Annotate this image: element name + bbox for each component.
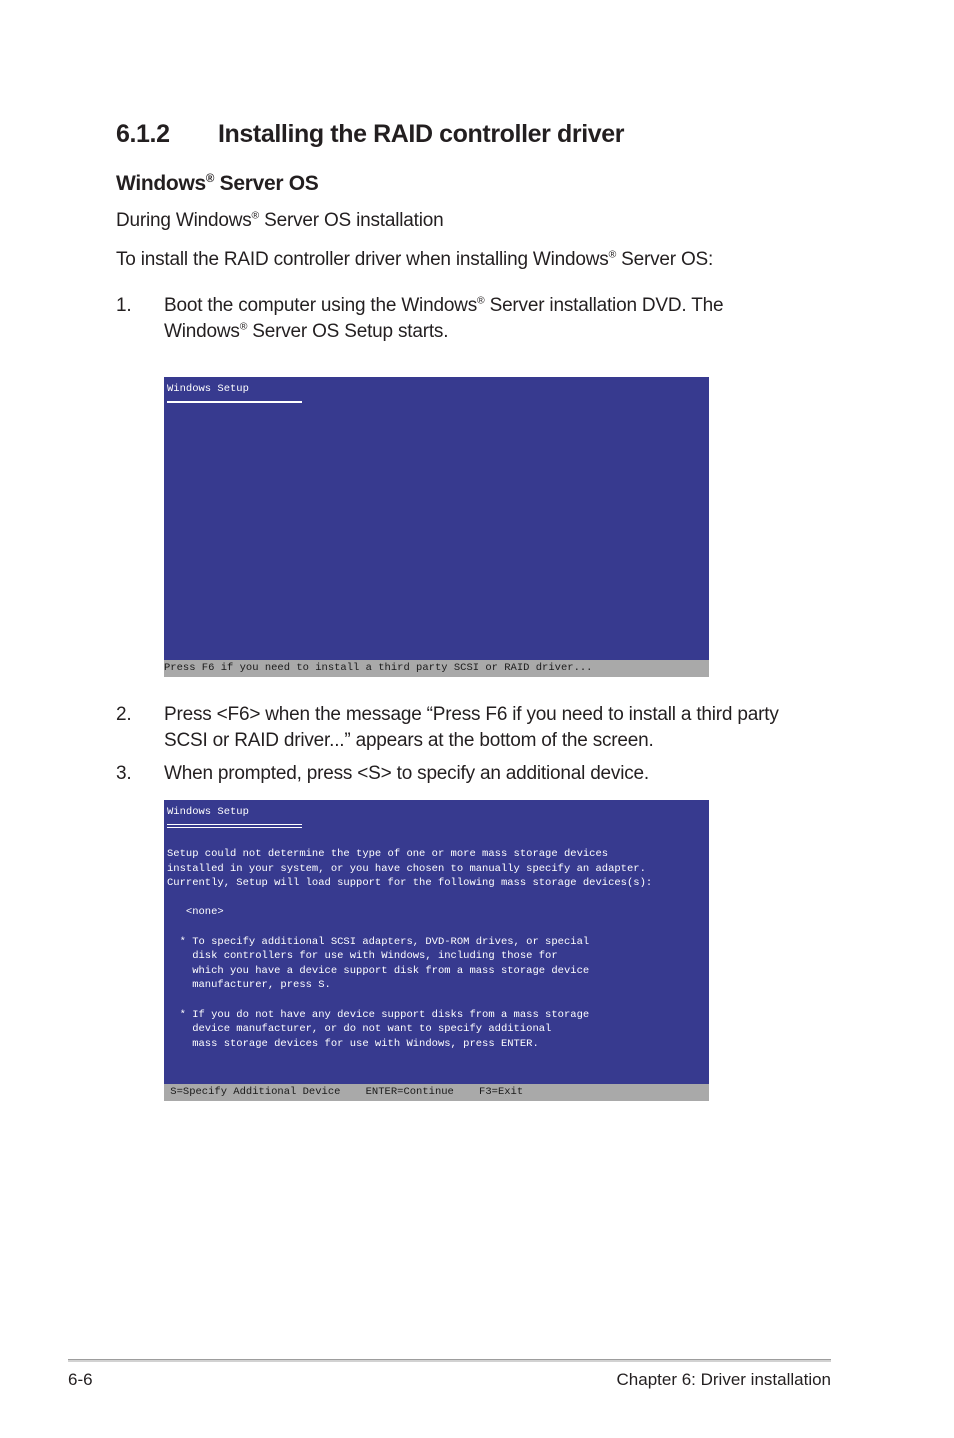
title-underline <box>167 401 302 403</box>
subsection-suffix: Server OS <box>214 172 319 195</box>
setup-message-line: disk controllers for use with Windows, including those for <box>167 950 558 963</box>
subsection-heading <box>116 172 319 196</box>
setup-message-line <box>167 920 652 935</box>
setup-message-line: device manufacturer, or do not want to specify additional <box>167 1023 552 1036</box>
setup-message-line: <none> <box>167 906 224 919</box>
setup-message-line: Currently, Setup will load support for the following mass storage devices(s): <box>167 877 653 890</box>
step-2: 2. Press <F6> when the message “Press F6 if you need to install a third party SCSI or RAID driver...” appears at the bottom of the screen. <box>116 702 779 754</box>
status-bar: S=Specify Additional Device ENTER=Continue F3=Exit <box>164 1084 709 1101</box>
chapter-title: Chapter 6: Driver installation <box>616 1370 831 1389</box>
setup-message-line: * If you do not have any device support disks from a mass storage <box>167 1008 590 1021</box>
step-number: 3. <box>116 763 132 784</box>
section-title: Installing the RAID controller driver <box>218 120 625 148</box>
setup-message-line: manufacturer, press S. <box>167 979 331 992</box>
status-bar: Press F6 if you need to install a third party SCSI or RAID driver... <box>164 660 709 677</box>
windows-setup-screen-mass-storage <box>164 800 709 1101</box>
screen-title: Windows Setup <box>167 383 249 395</box>
page-number: 6-6 <box>68 1370 93 1389</box>
footer-rule <box>68 1359 831 1362</box>
title-underline <box>167 824 302 828</box>
screen-title: Windows Setup <box>167 806 249 818</box>
setup-message-line <box>167 891 652 906</box>
setup-message-line <box>167 993 652 1008</box>
setup-message-line: * To specify additional SCSI adapters, DVD-ROM drives, or special <box>167 935 590 948</box>
setup-message-line: Setup could not determine the type of one or more mass storage devices <box>167 848 609 860</box>
section-number: 6.1.2 <box>116 120 170 148</box>
setup-message-line: which you have a device support disk from a mass storage device <box>167 964 590 977</box>
step-1: 1. Boot the computer using the Windows® Server installation DVD. The Windows® Server OS Setup starts. <box>116 293 723 345</box>
step-number: 1. <box>116 295 132 316</box>
intro-line-2: To install the RAID controller driver when installing Windows® Server OS: <box>116 249 714 270</box>
registered-mark: ® <box>205 172 215 185</box>
setup-message-line: installed in your system, or you have chosen to manually specify an adapter. <box>167 862 646 875</box>
windows-setup-screen-f6 <box>164 377 709 677</box>
setup-message-line: mass storage devices for use with Windows, press ENTER. <box>167 1037 539 1050</box>
intro-line-1: During Windows® Server OS installation <box>116 210 444 231</box>
step-number: 2. <box>116 704 132 725</box>
setup-message <box>167 847 652 1051</box>
step-3: 3. When prompted, press <S> to specify an additional device. <box>116 761 649 787</box>
subsection-name: Windows <box>116 172 206 195</box>
section-heading <box>116 120 624 149</box>
